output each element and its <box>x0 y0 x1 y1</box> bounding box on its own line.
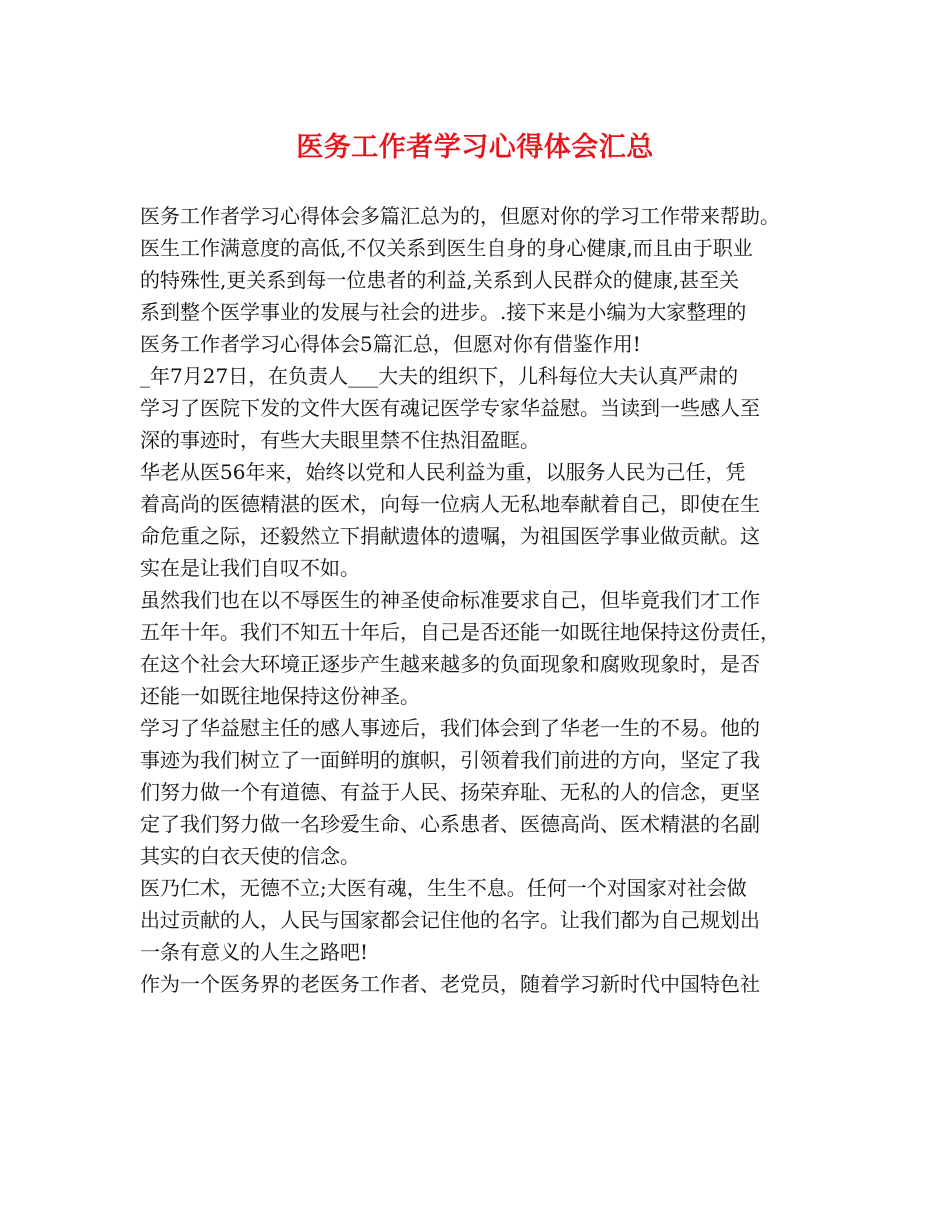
body-line: _年7月27日，在负责人___大夫的组织下，儿科每位大夫认真严肃的 <box>140 364 739 388</box>
document-body <box>140 200 820 1000</box>
body-line: 医务工作者学习心得体会5篇汇总，但愿对你有借鉴作用! <box>140 332 641 356</box>
body-line: 虽然我们也在以不辱医生的神圣使命标准要求自己，但毕竟我们才工作 <box>140 588 760 612</box>
body-line: 命危重之际，还毅然立下捐献遗体的遗嘱，为祖国医学事业做贡献。这 <box>140 524 760 548</box>
document-title: 医务工作者学习心得体会汇总 <box>296 132 654 163</box>
body-line: 一条有意义的人生之路吧! <box>140 940 369 964</box>
body-line: 深的事迹时，有些大夫眼里禁不住热泪盈眶。 <box>140 428 540 452</box>
body-line: 华老从医56年来，始终以党和人民利益为重，以服务人民为己任，凭 <box>140 460 746 484</box>
body-line: 其实的白衣天使的信念。 <box>140 844 360 868</box>
body-line: 医生工作满意度的高低,不仅关系到医生自身的身心健康,而且由于职业 <box>140 236 753 260</box>
body-line: 学习了医院下发的文件大医有魂记医学专家华益慰。当读到一些感人至 <box>140 396 760 420</box>
body-line: 实在是让我们自叹不如。 <box>140 556 360 580</box>
body-line: 定了我们努力做一名珍爱生命、心系患者、医德高尚、医术精湛的名副 <box>140 812 760 836</box>
body-line: 五年十年。我们不知五十年后，自己是否还能一如既往地保持这份责任， <box>140 620 780 644</box>
body-line: 医务工作者学习心得体会多篇汇总为的，但愿对你的学习工作带来帮助。 <box>140 204 780 228</box>
body-line: 学习了华益慰主任的感人事迹后，我们体会到了华老一生的不易。他的 <box>140 716 760 740</box>
body-line: 们努力做一个有道德、有益于人民、扬荣弃耻、无私的人的信念，更坚 <box>140 780 760 804</box>
body-line: 还能一如既往地保持这份神圣。 <box>140 684 420 708</box>
body-line: 在这个社会大环境正逐步产生越来越多的负面现象和腐败现象时，是否 <box>140 652 760 676</box>
body-line: 医乃仁术，无德不立;大医有魂，生生不息。任何一个对国家对社会做 <box>140 876 747 900</box>
body-line: 出过贡献的人，人民与国家都会记住他的名字。让我们都为自己规划出 <box>140 908 760 932</box>
body-line: 事迹为我们树立了一面鲜明的旗帜，引领着我们前进的方向，坚定了我 <box>140 748 760 772</box>
body-line: 系到整个医学事业的发展与社会的进步。.接下来是小编为大家整理的 <box>140 300 747 324</box>
body-line: 的特殊性,更关系到每一位患者的利益,关系到人民群众的健康,甚至关 <box>140 268 740 292</box>
body-line: 着高尚的医德精湛的医术，向每一位病人无私地奉献着自己，即使在生 <box>140 492 760 516</box>
body-line: 作为一个医务界的老医务工作者、老党员，随着学习新时代中国特色社 <box>140 972 760 996</box>
